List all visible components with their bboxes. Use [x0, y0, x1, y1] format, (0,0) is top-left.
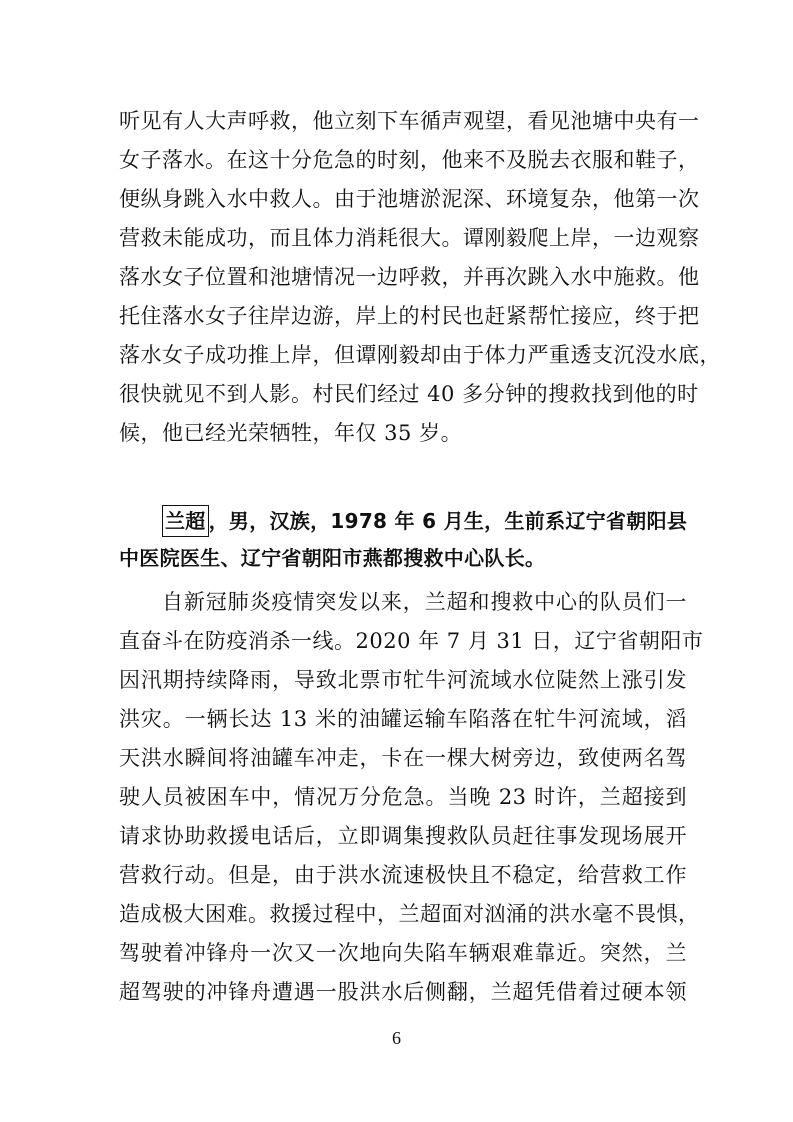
heading-text: ，男，汉族，1978 年 6 月生，生前系辽宁省朝阳县 — [208, 509, 688, 533]
paragraph-line: 驾驶着冲锋舟一次又一次地向失陷车辆艰难靠近。突然，兰 — [119, 941, 687, 965]
paragraph-line: 候，他已经光荣牺牲，年仅 35 岁。 — [119, 421, 463, 445]
paragraph-line: 很快就见不到人影。村民们经过 40 多分钟的搜救找到他的时 — [119, 382, 699, 406]
paragraph-line: 营救未能成功，而且体力消耗很大。谭刚毅爬上岸，一边观察 — [119, 226, 700, 250]
paragraph-line: 直奋斗在防疫消杀一线。2020 年 7 月 31 日，辽宁省朝阳市 — [119, 629, 704, 653]
heading-line: 中医院医生、辽宁省朝阳市燕都搜救中心队长。 — [119, 546, 546, 570]
person-name-box: 兰超 — [162, 505, 209, 537]
paragraph-line: 洪灾。一辆长达 13 米的油罐运输车陷落在牤牛河流域，滔 — [119, 707, 687, 731]
paragraph-line: 落水女子位置和池塘情况一边呼救，并再次跳入水中施救。他 — [119, 265, 700, 289]
paragraph-line: 造成极大困难。救援过程中，兰超面对汹涌的洪水毫不畏惧， — [119, 902, 700, 926]
paragraph-line: 便纵身跳入水中救人。由于池塘淤泥深、环境复杂，他第一次 — [119, 187, 700, 211]
paragraph-line: 因汛期持续降雨，导致北票市牤牛河流域水位陡然上涨引发 — [119, 668, 687, 692]
paragraph-line: 请求协助救援电话后，立即调集搜救队员赶往事发现场展开 — [119, 824, 687, 848]
heading-line — [162, 504, 687, 538]
paragraph-line: 驶人员被困车中，情况万分危急。当晚 23 时许，兰超接到 — [119, 785, 687, 809]
page-number: 6 — [392, 1028, 401, 1048]
paragraph-line: 落水女子成功推上岸，但谭刚毅却由于体力严重透支沉没水底， — [119, 343, 721, 367]
paragraph-line: 托住落水女子往岸边游，岸上的村民也赶紧帮忙接应，终于把 — [119, 304, 700, 328]
paragraph-line: 天洪水瞬间将油罐车冲走，卡在一棵大树旁边，致使两名驾 — [119, 746, 687, 770]
paragraph-line: 女子落水。在这十分危急的时刻，他来不及脱去衣服和鞋子， — [119, 148, 700, 172]
paragraph-line: 超驾驶的冲锋舟遭遇一股洪水后侧翻，兰超凭借着过硬本领 — [119, 980, 687, 1004]
paragraph-line: 自新冠肺炎疫情突发以来，兰超和搜救中心的队员们一 — [162, 590, 687, 614]
paragraph-line: 听见有人大声呼救，他立刻下车循声观望，看见池塘中央有一 — [119, 109, 700, 133]
paragraph-line: 营救行动。但是，由于洪水流速极快且不稳定，给营救工作 — [119, 863, 687, 887]
